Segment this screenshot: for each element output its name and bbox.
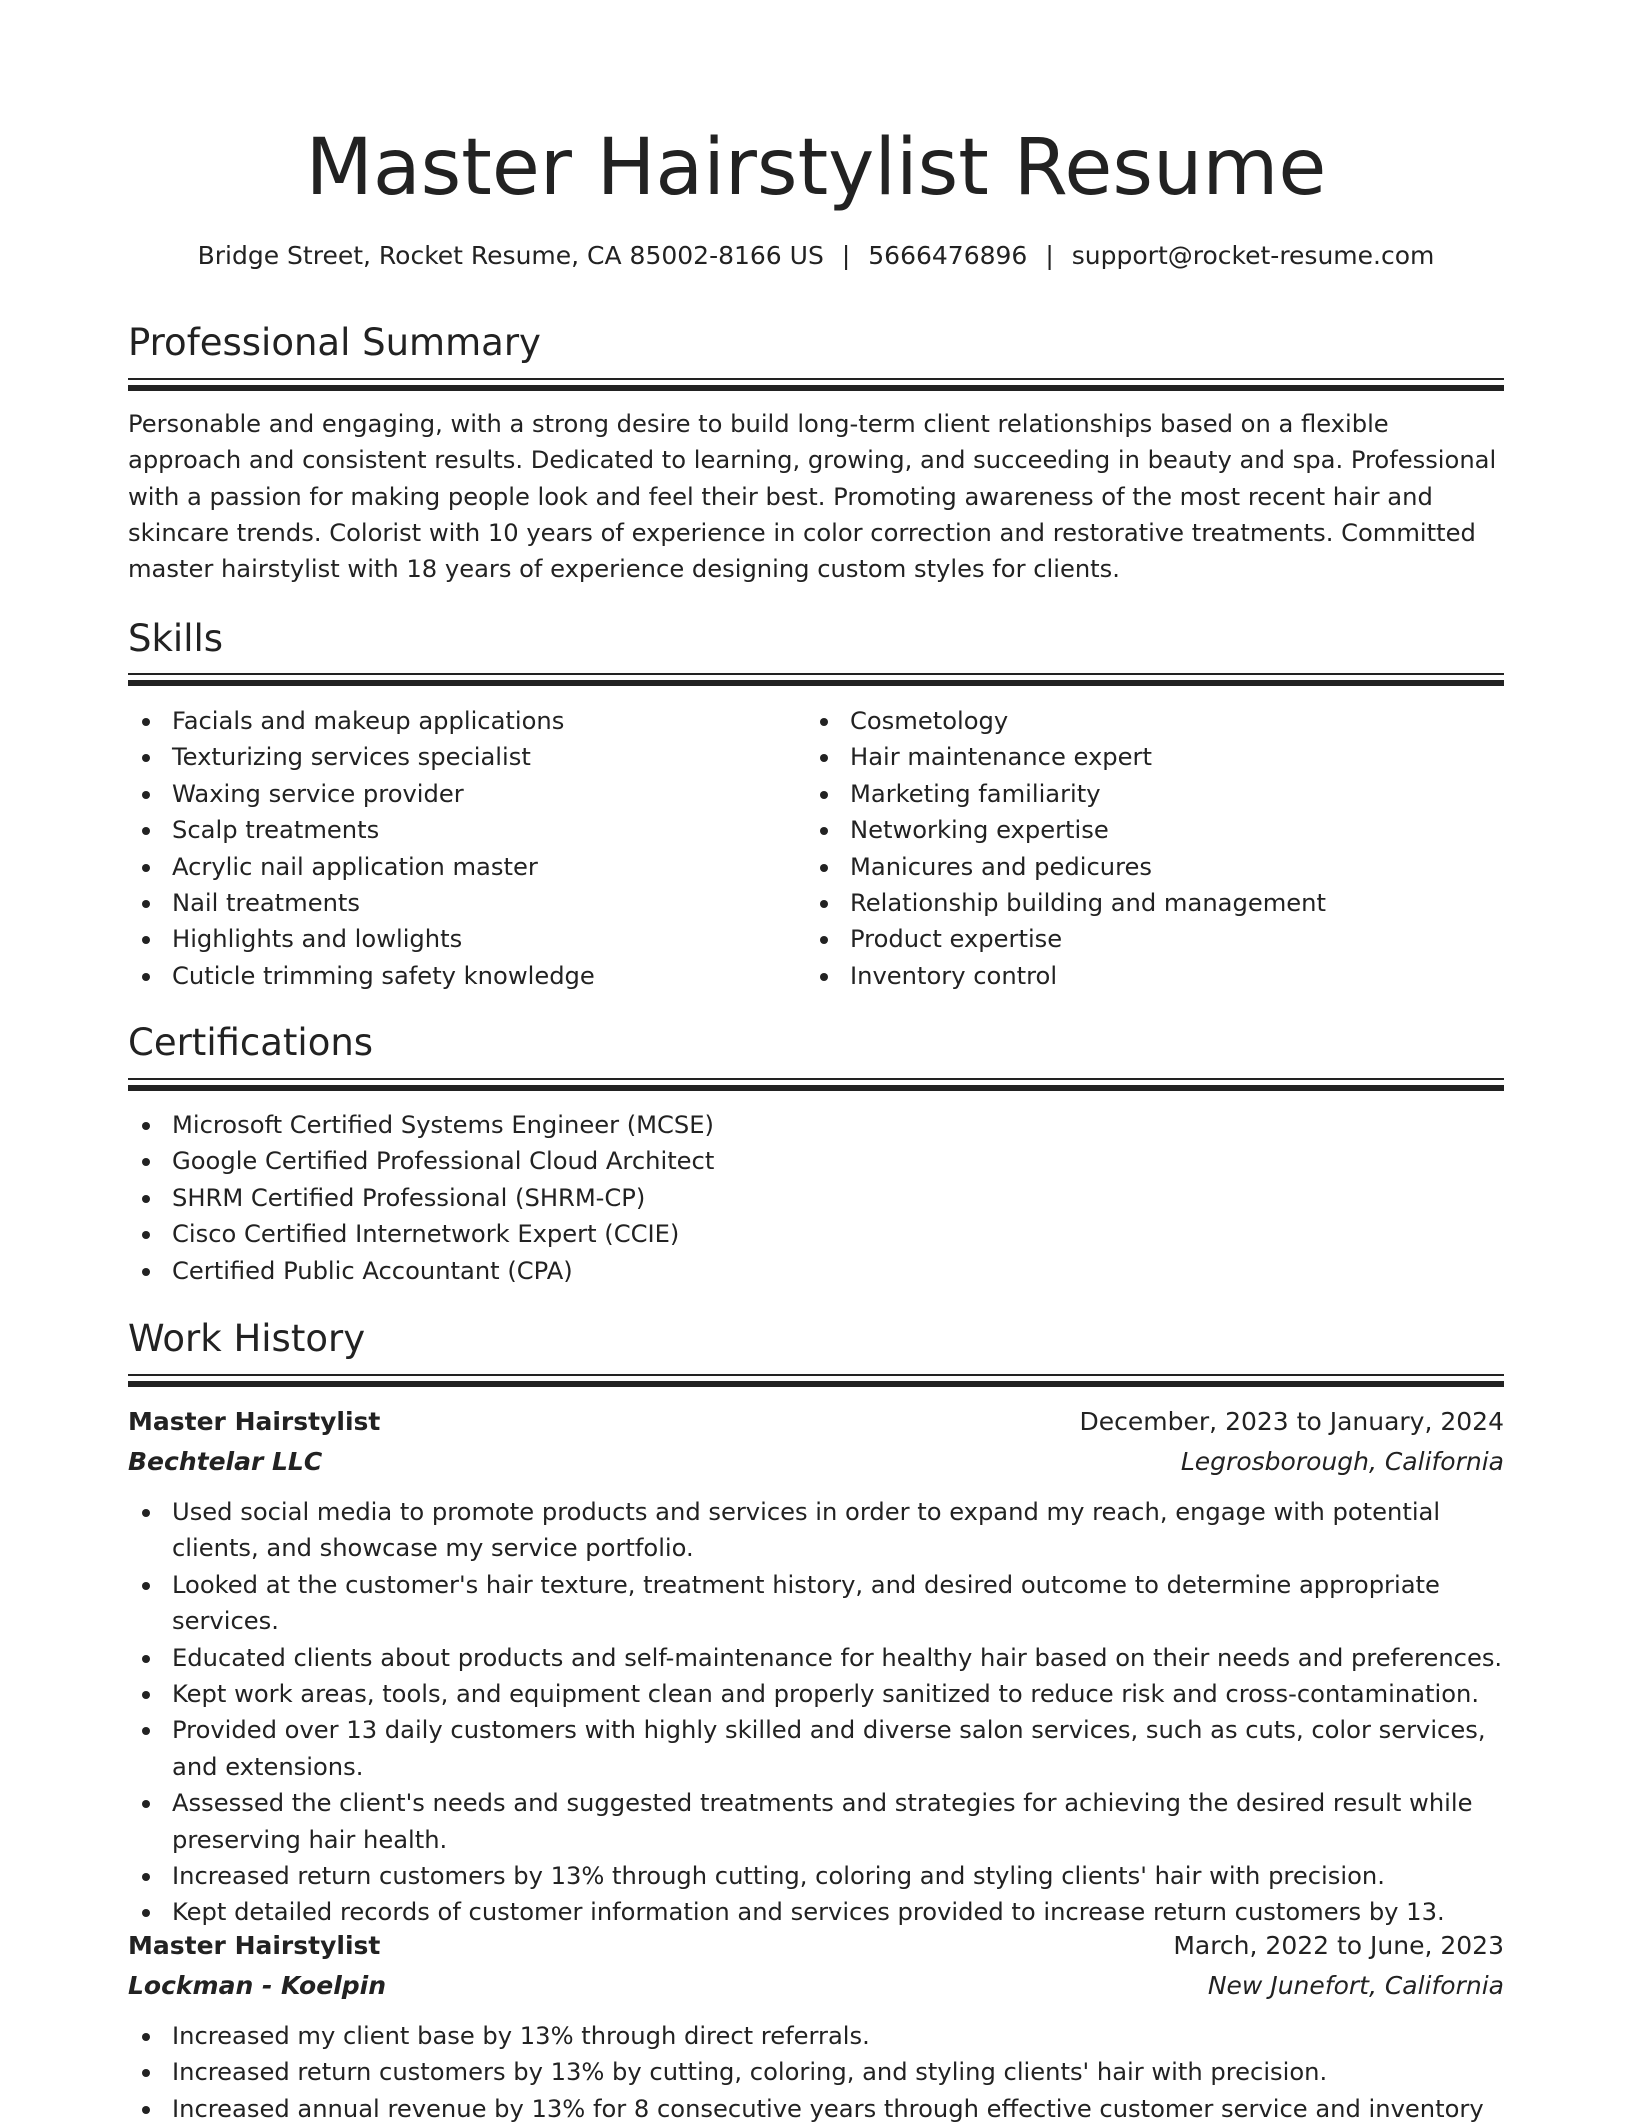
certifications-list-wrapper	[128, 1107, 714, 1289]
section-divider	[128, 673, 1504, 675]
skill-item: Cuticle trimming safety knowledge	[128, 958, 595, 994]
skill-item: Cosmetology	[806, 703, 1326, 739]
section-divider	[128, 1078, 1504, 1080]
contact-address: Bridge Street, Rocket Resume, CA 85002-8166 US	[197, 241, 824, 270]
section-divider	[128, 1374, 1504, 1376]
skills-list	[806, 703, 1326, 994]
contact-email: support@rocket-resume.com	[1071, 241, 1435, 270]
summary-section-header	[128, 318, 1504, 368]
skills-column-right	[806, 703, 1326, 994]
skill-item: Product expertise	[806, 921, 1326, 957]
skill-item: Waxing service provider	[128, 776, 595, 812]
job-bullet: Educated clients about products and self-maintenance for healthy hair based on their needs and preferences.	[128, 1640, 1504, 1676]
job-bullets	[128, 2018, 1504, 2127]
job-bullet: Provided over 13 daily customers with highly skilled and diverse salon services, such as cuts, color services, and extensions.	[128, 1712, 1504, 1785]
job-title: Master Hairstylist	[128, 1931, 381, 1960]
skill-item: Networking expertise	[806, 812, 1326, 848]
job-entry	[128, 1402, 1504, 1931]
job-dates: March, 2022 to June, 2023	[1173, 1931, 1504, 1960]
job-company: Lockman - Koelpin	[128, 1971, 387, 2000]
section-divider	[128, 385, 1504, 391]
certification-item: SHRM Certified Professional (SHRM-CP)	[128, 1180, 714, 1216]
job-bullet: Increased return customers by 13% by cutting, coloring, and styling clients' hair with precision.	[128, 2054, 1504, 2090]
skill-item: Hair maintenance expert	[806, 739, 1326, 775]
certifications-list	[128, 1107, 714, 1289]
contact-separator: |	[1045, 241, 1054, 270]
section-divider	[128, 378, 1504, 380]
skill-item: Texturizing services specialist	[128, 739, 595, 775]
section-heading-skills: Skills	[128, 617, 224, 660]
job-entry	[128, 1926, 1504, 2127]
job-dates: December, 2023 to January, 2024	[1079, 1407, 1504, 1436]
work-section-header	[128, 1314, 1504, 1364]
job-company: Bechtelar LLC	[128, 1447, 323, 1476]
skill-item: Highlights and lowlights	[128, 921, 595, 957]
skill-item: Scalp treatments	[128, 812, 595, 848]
contact-separator: |	[841, 241, 851, 270]
job-bullet: Increased return customers by 13% through cutting, coloring and styling clients' hair with precision.	[128, 1858, 1504, 1894]
section-divider	[128, 680, 1504, 686]
summary-text: Personable and engaging, with a strong desire to build long-term client relationships based on a flexible approach and consistent results. Dedicated to learning, growing, and succeeding in beauty and spa. Professional with a passion for making people look and feel their best. Promoting awareness of the most recent hair and skincare trends. Colorist with 10 years of experience in color correction and restorative treatments. Committed master hairstylist with 18 years of experience designing custom styles for clients.	[128, 410, 1497, 584]
contact-line	[128, 236, 1504, 276]
section-divider	[128, 1381, 1504, 1387]
skill-item: Relationship building and management	[806, 885, 1326, 921]
job-bullet: Assessed the client's needs and suggested treatments and strategies for achieving the desired result while preserving hair health.	[128, 1785, 1504, 1858]
skill-item: Manicures and pedicures	[806, 849, 1326, 885]
skill-item: Acrylic nail application master	[128, 849, 595, 885]
certification-item: Microsoft Certified Systems Engineer (MCSE)	[128, 1107, 714, 1143]
job-bullet: Kept detailed records of customer information and services provided to increase return customers by 13.	[128, 1894, 1504, 1930]
skill-item: Marketing familiarity	[806, 776, 1326, 812]
job-bullet: Increased annual revenue by 13% for 8 consecutive years through effective customer service and inventory	[128, 2091, 1504, 2127]
resume-title: Master Hairstylist Resume	[305, 123, 1327, 213]
job-bullet: Kept work areas, tools, and equipment clean and properly sanitized to reduce risk and cross-contamination.	[128, 1676, 1504, 1712]
job-company-row	[128, 1966, 1504, 2006]
job-bullet: Increased my client base by 13% through direct referrals.	[128, 2018, 1504, 2054]
skill-item: Inventory control	[806, 958, 1326, 994]
skills-section-header	[128, 614, 1504, 664]
skill-item: Facials and makeup applications	[128, 703, 595, 739]
section-heading-certifications: Certifications	[128, 1021, 374, 1064]
certification-item: Cisco Certified Internetwork Expert (CCIE)	[128, 1216, 714, 1252]
job-bullets	[128, 1494, 1504, 1931]
job-title: Master Hairstylist	[128, 1407, 381, 1436]
skill-item: Nail treatments	[128, 885, 595, 921]
job-location: New Junefort, California	[1207, 1971, 1504, 2000]
section-divider	[128, 1085, 1504, 1091]
job-bullet: Used social media to promote products and services in order to expand my reach, engage with potential clients, and showcase my service portfolio.	[128, 1494, 1504, 1567]
job-header-row	[128, 1402, 1504, 1442]
job-location: Legrosborough, California	[1180, 1447, 1504, 1476]
section-heading-summary: Professional Summary	[128, 321, 541, 364]
certification-item: Certified Public Accountant (CPA)	[128, 1253, 714, 1289]
skills-list	[128, 703, 595, 994]
job-header-row	[128, 1926, 1504, 1966]
job-bullet: Looked at the customer's hair texture, treatment history, and desired outcome to determine appropriate services.	[128, 1567, 1504, 1640]
skills-column-left	[128, 703, 595, 994]
section-heading-work: Work History	[128, 1317, 366, 1360]
certifications-section-header	[128, 1018, 1504, 1068]
contact-phone: 5666476896	[868, 241, 1028, 270]
job-company-row	[128, 1442, 1504, 1482]
certification-item: Google Certified Professional Cloud Architect	[128, 1143, 714, 1179]
